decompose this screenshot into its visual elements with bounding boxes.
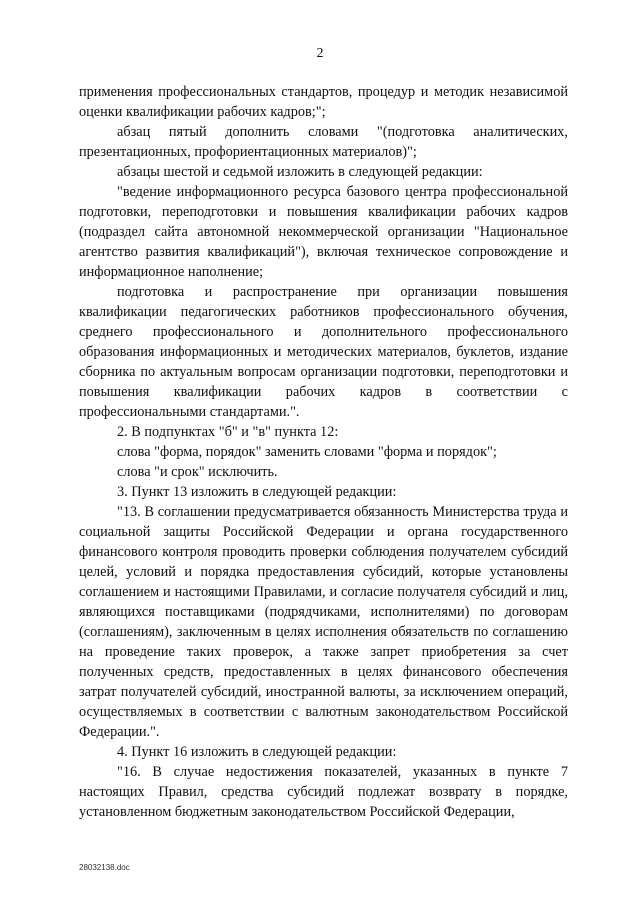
paragraph: слова "и срок" исключить. [117, 464, 278, 480]
paragraph: подготовка и распространение при организации повышения квалификации педагогических работников профессионального обучения, среднего профессионального и дополнительного профессионального образования информационных и методических материалов, буклетов, издание сборника по актуальным вопросам организации подготовки, переподготовки и повышения квалификации рабочих кадров в соответствии с профессиональными стандартами.". [79, 284, 568, 420]
paragraph: "ведение информационного ресурса базового центра профессиональной подготовки, переподготовки и повышения квалификации рабочих кадров (подраздел сайта автономной некоммерческой организации "Национальное агентство развития квалификаций"), включая техническое сопровождение и информационное наполнение; [79, 184, 568, 280]
paragraph: слова "форма, порядок" заменить словами "форма и порядок"; [117, 444, 497, 460]
paragraph: абзацы шестой и седьмой изложить в следующей редакции: [117, 164, 483, 180]
paragraph: "16. В случае недостижения показателей, указанных в пункте 7 настоящих Правил, средства субсидий подлежат возврату в порядке, установленном бюджетным законодательством Российской Федерации, [79, 764, 568, 820]
paragraph: "13. В соглашении предусматривается обязанность Министерства труда и социальной защиты Российской Федерации и органа государственного финансового контроля проводить проверки соблюдения получателем субсидий целей, условий и порядка предоставления субсидий, которые установлены соглашением и настоящими Правилами, и согласие получателя субсидий и лиц, являющихся поставщиками (подрядчиками, исполнителями) по договорам (соглашениям), заключенным в целях исполнения обязательств по соглашению на проведение таких проверок, а также запрет приобретения за счет полученных средств, предоставленных в целях финансового обеспечения затрат получателей субсидий, иностранной валюты, за исключением операций, осуществляемых в соответствии с валютным законодательством Российской Федерации.". [79, 504, 568, 740]
file-name-footer: 28032138.doc [79, 863, 130, 872]
paragraph: применения профессиональных стандартов, процедур и методик независимой оценки квалификации рабочих кадров;"; [79, 84, 568, 120]
document-body [79, 82, 568, 822]
paragraph: абзац пятый дополнить словами "(подготовка аналитических, презентационных, профориентационных материалов)"; [79, 124, 568, 160]
paragraph: 4. Пункт 16 изложить в следующей редакции: [117, 744, 397, 760]
paragraph: 3. Пункт 13 изложить в следующей редакции: [117, 484, 397, 500]
paragraph: 2. В подпунктах "б" и "в" пункта 12: [117, 424, 339, 440]
page-number: 2 [316, 46, 324, 61]
